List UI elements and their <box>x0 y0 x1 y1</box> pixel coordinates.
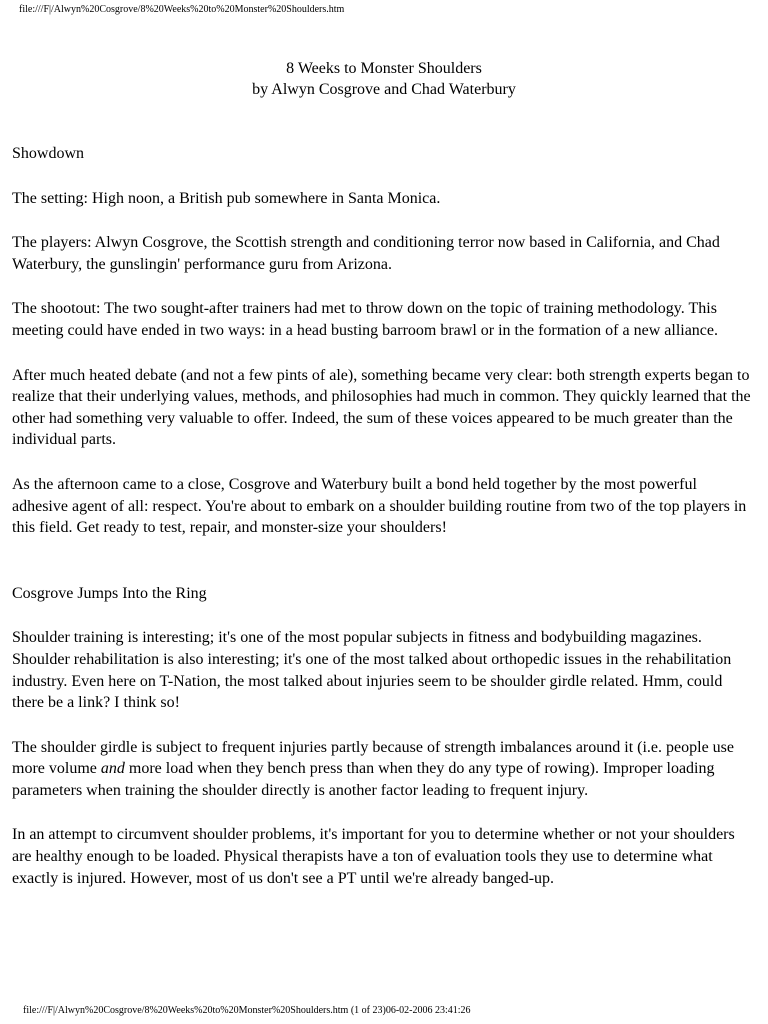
paragraph-debate: After much heated debate (and not a few pints of ale), something became very clear: both strength experts began to realize that their underlying values, methods, and philosophies had much in common. They quickly learned that the other had something very valuable to offer. Indeed, the sum of these voices appeared to be much greater than the individual parts. <box>12 366 751 449</box>
shoulder-girdle-text-start: The shoulder girdle is subject to frequent injuries partly because of strength imbalances around it (i.e. people use more volume <box>12 738 734 778</box>
article-title: 8 Weeks to Monster Shoulders <box>286 60 482 77</box>
page-footer-url: file:///F|/Alwyn%20Cosgrove/8%20Weeks%20to%20Monster%20Shoulders.htm (1 of 23)06-02-2006 23:41:26 <box>23 1005 471 1016</box>
section-heading-showdown: Showdown <box>12 145 85 162</box>
paragraph-circumvent: In an attempt to circumvent shoulder problems, it's important for you to determine whether or not your shoulders are healthy enough to be loaded. Physical therapists have a ton of evaluation tools they use to determine what exactly is injured. However, most of us don't see a PT until we're already banged-up. <box>12 826 735 887</box>
paragraph-afternoon: As the afternoon came to a close, Cosgrove and Waterbury built a bond held together by the most powerful adhesive agent of all: respect. You're about to embark on a shoulder building routine from two of the top players in this field. Get ready to test, repair, and monster-size your shoulders! <box>12 475 747 537</box>
paragraph-shoulder-training: Shoulder training is interesting; it's one of the most popular subjects in fitness and bodybuilding magazines. Shoulder rehabilitation is also interesting; it's one of the most talked about orthopedic issues in the rehabilitation industry. Even here on T-Nation, the most talked about injuries seem to be shoulder girdle related. Hmm, could there be a link? I think so! <box>12 629 732 712</box>
article-title-block <box>0 58 768 100</box>
article-byline: by Alwyn Cosgrove and Chad Waterbury <box>252 81 516 98</box>
paragraph-shootout: The shootout: The two sought-after trainers had met to throw down on the topic of training methodology. This meeting could have ended in two ways: in a head busting barroom brawl or in the formation of a new alliance. <box>12 300 719 339</box>
paragraph-players: The players: Alwyn Cosgrove, the Scottish strength and conditioning terror now based in California, and Chad Waterbury, the gunslingin' performance guru from Arizona. <box>12 234 720 273</box>
emphasis-and: and <box>100 760 125 778</box>
paragraph-setting: The setting: High noon, a British pub somewhere in Santa Monica. <box>12 189 441 207</box>
shoulder-girdle-text-end: more load when they bench press than when they do any type of rowing). Improper loading parameters when training the shoulder directly is another factor leading to frequent injury. <box>12 760 715 799</box>
paragraph-shoulder-girdle <box>12 737 754 802</box>
section-heading-cosgrove: Cosgrove Jumps Into the Ring <box>12 584 207 602</box>
page-header-url: file:///F|/Alwyn%20Cosgrove/8%20Weeks%20to%20Monster%20Shoulders.htm <box>19 4 345 15</box>
article-body <box>12 143 754 889</box>
